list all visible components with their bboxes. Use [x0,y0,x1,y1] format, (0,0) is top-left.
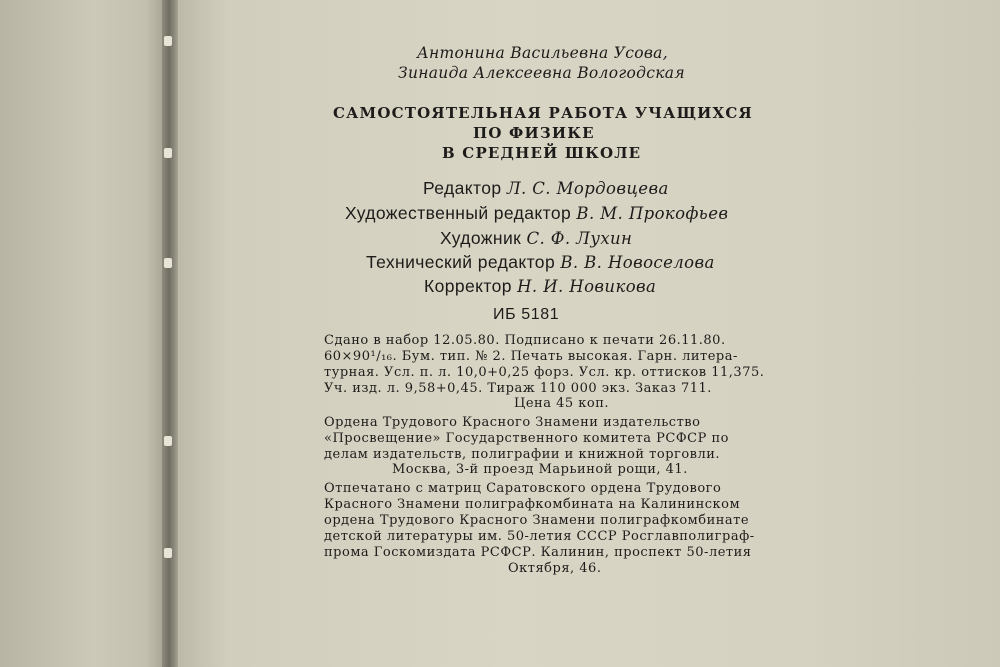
credit-person: В. В. Новоселова [560,253,715,272]
credit-tech-editor [366,252,715,273]
imprint-line: 60×90¹/₁₆. Бум. тип. № 2. Печать высокая. Гарн. литера- [324,349,738,364]
binding-stitch [164,258,172,268]
binding-stitch [164,436,172,446]
imprint-line: Отпечатано с матриц Саратовского ордена Трудового [324,481,722,496]
credit-role: Редактор [423,178,502,198]
credit-role: Художественный редактор [345,203,572,223]
binding-stitch [164,148,172,158]
credit-person: Н. И. Новикова [517,277,657,296]
credit-editor [423,178,669,199]
imprint-line: «Просвещение» Государственного комитета РСФСР по [324,431,729,446]
imprint-line: Москва, 3-й проезд Марьиной рощи, 41. [392,462,688,477]
author-1: Антонина Васильевна Усова, [417,44,668,62]
ib-number: ИБ 5181 [493,306,560,323]
credit-person: В. М. Прокофьев [576,204,729,223]
imprint-line: Уч. изд. л. 9,58+0,45. Тираж 110 000 экз. Заказ 711. [324,381,712,396]
imprint-line: делам издательств, полиграфии и книжной торговли. [324,447,721,462]
imprint-line: прома Госкомиздата РСФСР. Калинин, проспект 50-летия [324,545,752,560]
imprint-price: Цена 45 коп. [514,396,610,411]
imprint-line: детской литературы им. 50-летия СССР Росглавполиграф- [324,529,755,544]
book-title-line-1: САМОСТОЯТЕЛЬНАЯ РАБОТА УЧАЩИХСЯ [333,104,753,122]
credit-role: Художник [440,228,522,248]
imprint-line: ордена Трудового Красного Знамени полиграфкомбинате [324,513,750,528]
imprint-line: Ордена Трудового Красного Знамени издательство [324,415,701,430]
credit-role: Технический редактор [366,252,556,272]
credit-proofreader [424,276,656,297]
credit-artist [440,228,632,249]
binding-stitch [164,36,172,46]
left-page [0,0,172,667]
credit-role: Корректор [424,276,512,296]
credit-person: Л. С. Мордовцева [506,179,669,198]
imprint-line: Красного Знамени полиграфкомбината на Калининском [324,497,741,512]
imprint-line: турная. Усл. п. л. 10,0+0,25 форз. Усл. кр. оттисков 11,375. [324,365,765,380]
author-2: Зинаида Алексеевна Вологодская [398,64,685,82]
binding-stitch [164,548,172,558]
book-title-line-3: В СРЕДНЕЙ ШКОЛЕ [442,144,642,162]
imprint-line: Сдано в набор 12.05.80. Подписано к печати 26.11.80. [324,333,726,348]
imprint-line: Октября, 46. [508,561,602,576]
book-title-line-2: ПО ФИЗИКЕ [473,124,595,142]
credit-art-editor [345,203,728,224]
credit-person: С. Ф. Лухин [526,229,633,248]
